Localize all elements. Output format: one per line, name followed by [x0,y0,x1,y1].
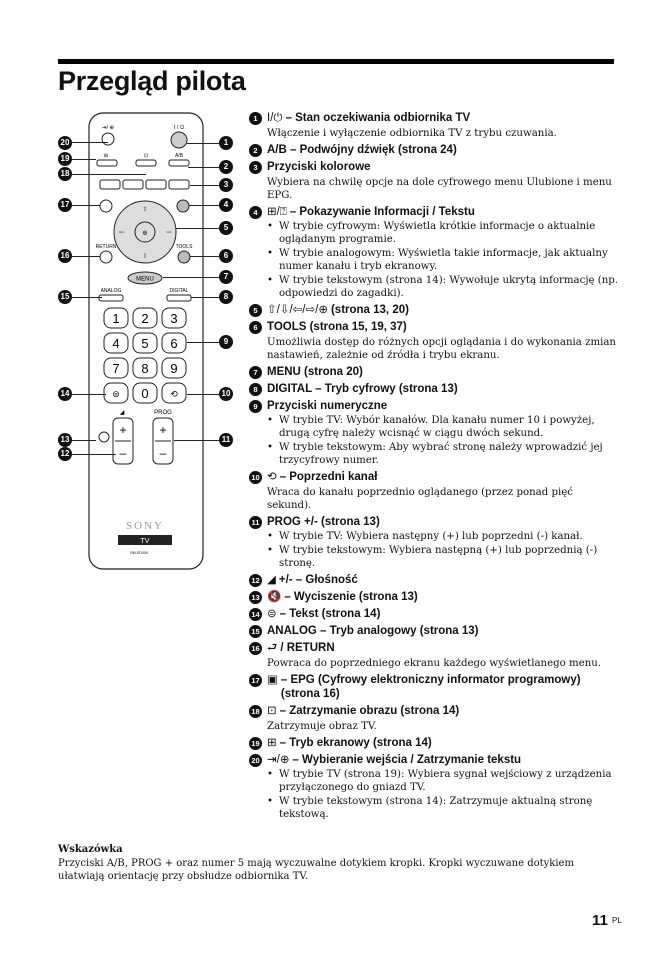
tips-heading: Wskazówka [58,844,123,855]
green-button[interactable] [123,180,143,189]
svg-text:⇦: ⇦ [118,229,124,236]
item-14 [249,607,619,621]
item-19-number: 19 [249,737,262,750]
info-button[interactable] [177,200,189,212]
button-descriptions [249,111,619,824]
key-2-label: 2 [141,311,149,326]
digital-label: DIGITAL [169,288,189,294]
item-16-number: 16 [249,642,262,655]
volume-minus: – [119,446,127,460]
model-label: RM-ED009 [130,551,148,555]
text-icon: ⊜ [267,608,277,620]
item-11-bullet-1: • W trybie TV: Wybiera następny (+) lub poprzedni (-) kanał. [267,530,619,543]
page-language: PL [612,916,622,925]
callout-7: 7 [219,270,233,284]
svg-text:⊞: ⊞ [103,153,109,159]
volume-plus: + [119,423,127,437]
item-13-title: – Wyciszenie (strona 13) [284,591,418,603]
item-9-number: 9 [249,400,262,413]
item-14-title: – Tekst (strona 14) [279,608,381,620]
brand-logo: SONY [126,520,164,532]
item-17-title: – EPG (Cyfrowy elektroniczny informator programowy) (strona 16) [280,674,581,700]
tips-section [58,843,618,883]
previous-channel-icon: ⟲ [267,471,277,483]
menu-label: MENU [136,276,154,283]
item-5-title: (strona 13, 20) [330,304,409,316]
item-4-number: 4 [249,206,262,219]
blue-button[interactable] [169,180,189,189]
mute-button[interactable] [99,432,109,442]
item-7-number: 7 [249,366,262,379]
item-8-title: DIGITAL – Tryb cyfrowy (strona 13) [267,383,458,395]
callout-19: 19 [58,152,72,166]
item-6-title: TOOLS (strona 15, 19, 37) [267,321,407,333]
prog-plus: + [159,423,167,437]
item-9 [249,399,619,467]
item-16-desc: Powraca do poprzedniego ekranu każdego wyświetlanego menu. [267,658,602,669]
svg-text:◢: ◢ [119,409,125,416]
svg-text:⟲: ⟲ [170,389,178,399]
callout-20: 20 [58,136,72,150]
item-11-title: PROG +/- (strona 13) [267,516,380,528]
item-3-desc: Wybiera na chwilę opcje na dole cyfrowego menu Ulubione i menu EPG. [267,177,612,201]
item-2 [249,143,619,157]
key-4-label: 4 [112,336,120,351]
item-10-number: 10 [249,471,262,484]
item-11-number: 11 [249,516,262,529]
item-10-desc: Wraca do kanału poprzednio oglądanego (przez ponad pięć sekund). [267,487,574,511]
callout-5: 5 [219,221,233,235]
item-18 [249,704,619,733]
item-19-title: – Tryb ekranowy (strona 14) [279,737,432,749]
item-11-bullet-2: • W trybie tekstowym: Wybiera następną (+) lub poprzednią (-) stronę. [267,544,619,570]
item-5 [249,303,619,317]
item-13-number: 13 [249,591,262,604]
callout-18: 18 [58,167,72,181]
item-3-title: Przyciski kolorowe [267,161,371,173]
analog-label: ANALOG [100,288,122,294]
callout-3: 3 [219,178,233,192]
callout-14: 14 [58,387,72,401]
item-10 [249,470,619,512]
key-9-label: 9 [170,361,178,376]
item-20 [249,753,619,821]
input-hold-icon: ⇥/⊕ [267,754,290,766]
item-15 [249,624,619,638]
tv-label: TV [140,538,150,545]
power-label: I / ⏻ [173,125,185,131]
page-number: 11 [592,912,608,929]
item-5-number: 5 [249,304,262,317]
item-3 [249,160,619,202]
return-button[interactable] [100,251,112,263]
title-rule [58,59,614,64]
item-3-number: 3 [249,161,262,174]
item-11 [249,515,619,570]
svg-text:⇨: ⇨ [166,229,172,236]
item-18-title: – Zatrzymanie obrazu (strona 14) [279,705,460,717]
item-9-bullet-2: • W trybie tekstowym: Aby wybrać stronę należy wprowadzić jej trzycyfrowy numer. [267,441,619,467]
callout-12: 12 [58,447,72,461]
red-button[interactable] [100,180,120,189]
callout-6: 6 [219,249,233,263]
power-icon: I/⏻ [267,112,283,124]
volume-icon: ◢ [267,574,276,586]
key-7-label: 7 [112,361,120,376]
callout-16: 16 [58,249,72,263]
return-label: RETURN [95,244,117,250]
callout-15: 15 [58,290,72,304]
power-button[interactable] [171,132,187,148]
svg-text:⇧: ⇧ [142,206,148,213]
key-5-label: 5 [141,336,149,351]
item-18-number: 18 [249,705,262,718]
tools-label: TOOLS [175,244,193,250]
item-15-title: ANALOG – Tryb analogowy (strona 13) [267,625,479,637]
item-19 [249,736,619,750]
item-20-number: 20 [249,754,262,767]
page-title: Przegląd pilota [58,66,246,96]
item-20-bullet-1: • W trybie TV (strona 19): Wybiera sygnał wejściowy z urządzenia przyłączonego do gniazd TV. [267,768,619,794]
callout-8: 8 [219,290,233,304]
item-9-title: Przyciski numeryczne [267,400,388,412]
item-12-number: 12 [249,574,262,587]
item-16-title: / RETURN [280,642,335,654]
item-14-number: 14 [249,608,262,621]
callout-2: 2 [219,160,233,174]
item-6 [249,320,619,362]
prog-label: PROG [154,410,172,416]
input-label: ⇥/ ⊕ [101,125,115,131]
item-4 [249,205,619,300]
prog-minus: – [159,446,167,460]
item-2-title: A/B – Podwójny dźwięk (strona 24) [267,144,457,156]
callout-4: 4 [219,198,233,212]
tips-text: Przyciski A/B, PROG + oraz numer 5 mają wyczuwalne dotykiem kropki. Kropki wyczuwane dotykiem ułatwiają orientację przy obsłudze odbiornika TV. [58,858,574,882]
item-13 [249,590,619,604]
item-15-number: 15 [249,625,262,638]
key-8-label: 8 [141,361,149,376]
item-7 [249,365,619,379]
callout-10: 10 [219,387,233,401]
item-17-number: 17 [249,674,262,687]
tools-button[interactable] [178,251,190,263]
item-12 [249,573,619,587]
key-1-label: 1 [112,311,120,326]
input-button[interactable] [102,133,114,145]
item-4-bullet-1: • W trybie cyfrowym: Wyświetla krótkie informacje o aktualnie oglądanym programie. [267,220,619,246]
item-17 [249,673,619,701]
digital-button[interactable] [167,295,191,301]
mute-icon: 🔇 [267,591,282,603]
analog-button[interactable] [99,295,123,301]
item-9-bullet-1: • W trybie TV: Wybór kanałów. Dla kanału numer 10 i powyżej, drugą cyfrę należy wcisnąć w ciągu dwóch sekund. [267,414,619,440]
item-2-number: 2 [249,144,262,157]
item-20-title: – Wybieranie wejścia / Zatrzymanie tekstu [292,754,522,766]
screen-mode-icon: ⊞ [267,737,277,749]
callout-13: 13 [58,433,72,447]
item-16 [249,641,619,670]
item-1-title: – Stan oczekiwania odbiornika TV [285,112,471,124]
callout-11: 11 [219,433,233,447]
item-7-title: MENU (strona 20) [267,366,363,378]
svg-text:⊡: ⊡ [143,153,149,159]
screen-mode-button[interactable] [97,160,117,166]
yellow-button[interactable] [146,180,166,189]
item-1 [249,111,619,140]
svg-text:⊕: ⊕ [142,229,148,237]
ab-button[interactable] [169,160,189,166]
svg-text:⇩: ⇩ [142,253,148,260]
item-20-bullet-2: • W trybie tekstowym (strona 14): Zatrzymuje aktualną stronę tekstową. [267,795,619,821]
freeze-button[interactable] [136,160,156,166]
epg-icon: ▣ [267,674,278,686]
item-6-number: 6 [249,321,262,334]
item-1-desc: Włączenie i wyłączenie odbiornika TV z trybu czuwania. [267,128,557,139]
freeze-icon: ⊡ [267,705,277,717]
remote-illustration [88,112,204,570]
svg-text:⊜: ⊜ [112,389,120,399]
key-6-label: 6 [170,336,178,351]
arrows-icon: ⇧/⇩/⇦/⇨/⊕ [267,304,328,316]
item-8 [249,382,619,396]
epg-button[interactable] [100,200,112,212]
key-0-label: 0 [141,386,149,401]
ab-label: A/B [174,153,184,159]
item-4-bullet-2: • W trybie analogowym: Wyświetla takie informacje, jak aktualny numer kanału i tryb ekranowy. [267,247,619,273]
item-10-title: – Poprzedni kanał [279,471,378,483]
callout-9: 9 [219,335,233,349]
item-8-number: 8 [249,383,262,396]
item-4-bullet-3: • W trybie tekstowym (strona 14): Wywołuje ukrytą informację (np. odpowiedzi do zagadki). [267,274,619,300]
return-icon: ⮐ [267,642,278,654]
callout-17: 17 [58,198,72,212]
item-4-title: – Pokazywanie Informacji / Tekstu [289,206,475,218]
info-text-icon: ⊞/⍰ [267,206,287,218]
callout-1: 1 [219,136,233,150]
item-12-title: +/- – Głośność [278,574,358,586]
item-1-number: 1 [249,112,262,125]
key-3-label: 3 [170,311,178,326]
item-18-desc: Zatrzymuje obraz TV. [267,721,377,732]
item-6-desc: Umożliwia dostęp do różnych opcji oglądania i do wykonania zmian nastawień, zależnie od źródła i trybu ekranu. [267,337,616,361]
